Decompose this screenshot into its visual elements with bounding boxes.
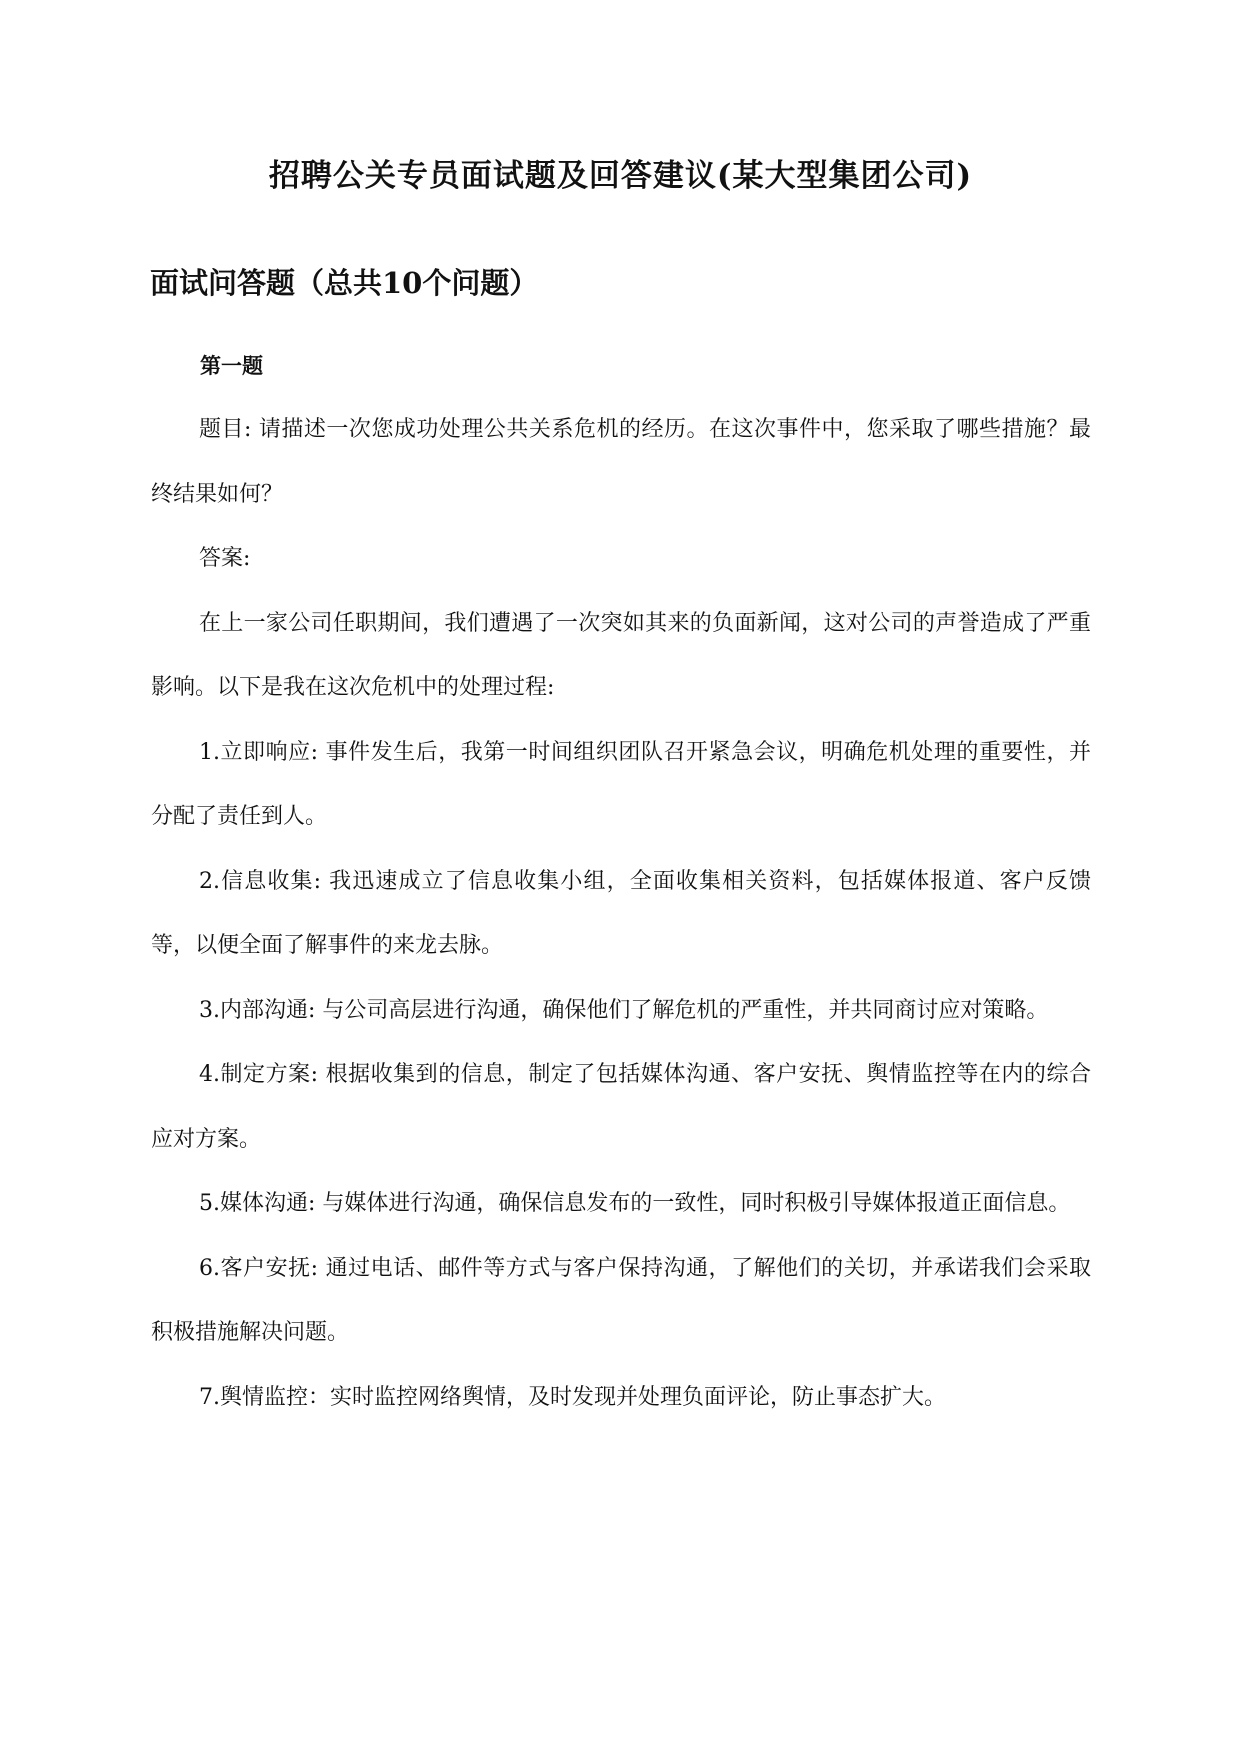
document-title: 招聘公关专员面试题及回答建议(某大型集团公司) xyxy=(268,158,973,194)
answer-label: 答案: xyxy=(199,546,251,571)
answer-step: 5.媒体沟通: 与媒体进行沟通，确保信息发布的一致性，同时积极引导媒体报道正面信息。 xyxy=(199,1191,1071,1216)
answer-step: 3.内部沟通: 与公司高层进行沟通，确保他们了解危机的严重性，并共同商讨应对策略。 xyxy=(199,997,1049,1023)
question-body xyxy=(151,398,1091,1430)
question-heading: 第一题 xyxy=(200,353,263,378)
section-heading: 面试问答题（总共10个问题） xyxy=(150,266,539,300)
answer-step: 4.制定方案: 根据收集到的信息，制定了包括媒体沟通、客户安抚、舆情监控等在内的综合应对方案。 xyxy=(151,1062,1091,1152)
answer-step: 2.信息收集: 我迅速成立了信息收集小组，全面收集相关资料，包括媒体报道、客户反馈等，以便全面了解事件的来龙去脉。 xyxy=(151,868,1091,958)
answer-step: 6.客户安抚: 通过电话、邮件等方式与客户保持沟通，了解他们的关切，并承诺我们会采取积极措施解决问题。 xyxy=(151,1255,1091,1345)
question-prompt: 题目: 请描述一次您成功处理公共关系危机的经历。在这次事件中，您采取了哪些措施？最终结果如何？ xyxy=(151,417,1091,507)
answer-step: 1.立即响应: 事件发生后，我第一时间组织团队召开紧急会议，明确危机处理的重要性，并分配了责任到人。 xyxy=(151,739,1091,829)
answer-step: 7.舆情监控：实时监控网络舆情，及时发现并处理负面评论，防止事态扩大。 xyxy=(199,1384,946,1410)
answer-intro: 在上一家公司任职期间，我们遭遇了一次突如其来的负面新闻，这对公司的声誉造成了严重影响。以下是我在这次危机中的处理过程: xyxy=(151,610,1091,700)
